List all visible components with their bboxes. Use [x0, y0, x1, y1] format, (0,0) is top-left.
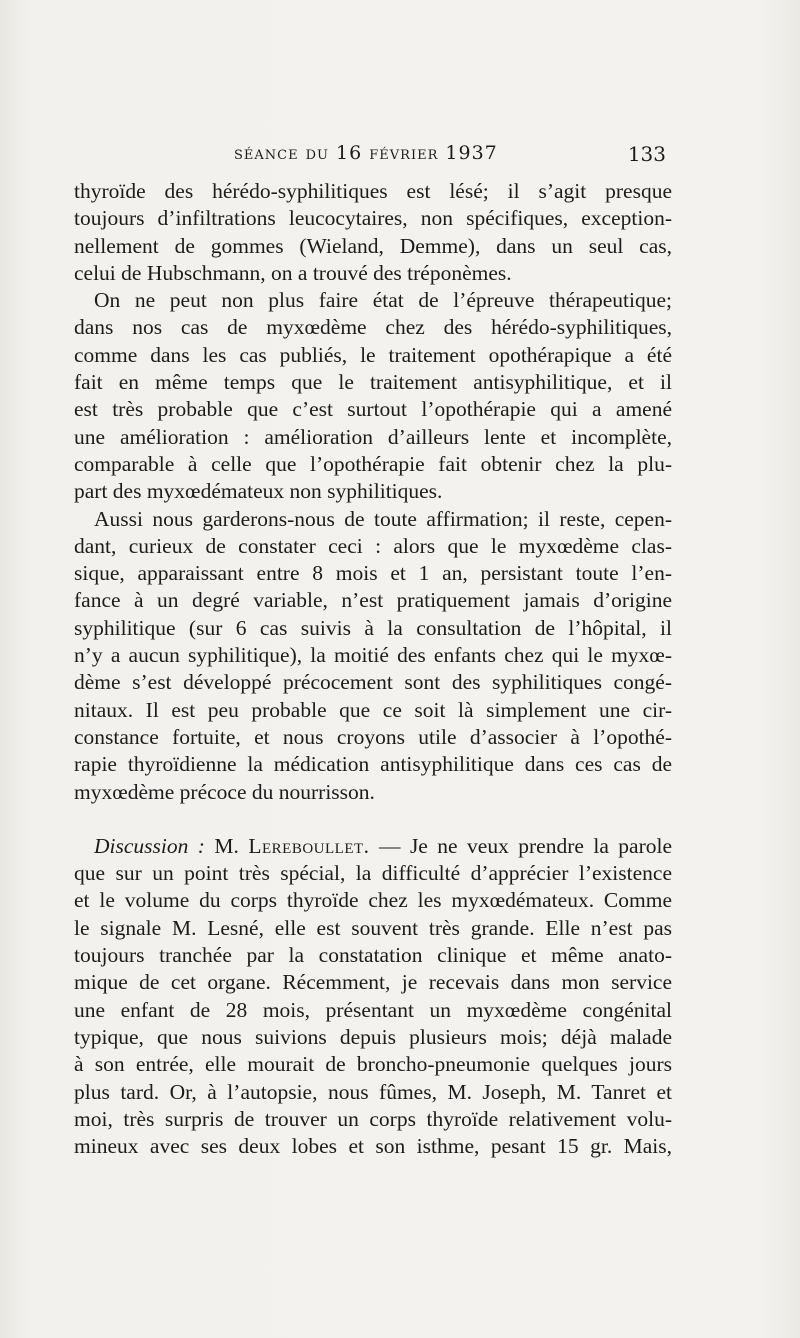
- text-line: part des myxœdémateux non syphilitiques.: [74, 479, 443, 504]
- text-line: On ne peut non plus faire état de l’épreuve thérapeutique;: [94, 288, 672, 313]
- text-line: celui de Hubschmann, on a trouvé des tréponèmes.: [74, 260, 512, 285]
- text-line: comme dans les cas publiés, le traitement opothérapique a été: [74, 342, 672, 367]
- text-line: fait en même temps que le traitement antisyphilitique, et il: [74, 370, 672, 395]
- text-line: mique de cet organe. Récemment, je recevais dans mon service: [74, 970, 672, 995]
- text-line: que sur un point très spécial, la difficulté d’apprécier l’existence: [74, 861, 672, 886]
- text-line: mineux avec ses deux lobes et son isthme, pesant 15 gr. Mais,: [74, 1134, 672, 1159]
- paragraph-spacer: [74, 806, 672, 833]
- discussion-label: Discussion :: [94, 833, 205, 858]
- text-line: Aussi nous garderons-nous de toute affirmation; il reste, cepen-: [94, 506, 672, 531]
- text-line: toujours d’infiltrations leucocytaires, non spécifiques, exception-: [74, 206, 672, 231]
- text-line: rapie thyroïdienne la médication antisyphilitique dans ces cas de: [74, 752, 672, 777]
- paragraph-1: [74, 178, 672, 287]
- text-line: dème s’est développé précocement sont des syphilitiques congé-: [74, 670, 672, 695]
- text-line: comparable à celle que l’opothérapie fait obtenir chez la plu-: [74, 451, 672, 476]
- text-line: est très probable que c’est surtout l’opothérapie qui a amené: [74, 397, 672, 422]
- text-line: à son entrée, elle mourait de broncho-pneumonie quelques jours: [74, 1052, 672, 1077]
- text-line: typique, que nous suivions depuis plusieurs mois; déjà malade: [74, 1024, 672, 1049]
- running-head-title: séance du 16 février 1937: [234, 142, 498, 164]
- text-line: le signale M. Lesné, elle est souvent très grande. Elle n’est pas: [74, 915, 672, 940]
- text-line: toujours tranchée par la constatation clinique et même anato-: [74, 943, 672, 968]
- text-line: dans nos cas de myxœdème chez des hérédo-syphilitiques,: [74, 315, 672, 340]
- body-text: [74, 178, 672, 1160]
- text-line: thyroïde des hérédo-syphilitiques est lésé; il s’agit presque: [74, 179, 672, 203]
- discussion-first-line: [74, 833, 672, 860]
- text-line: dant, curieux de constater ceci : alors que le myxœdème clas-: [74, 533, 672, 558]
- discussion-paragraph: [74, 833, 672, 1161]
- text-line: une amélioration : amélioration d’ailleurs lente et incomplète,: [74, 424, 672, 449]
- text-line: nitaux. Il est peu probable que ce soit là simplement une cir-: [74, 697, 672, 722]
- discussion-first-line-text: — Je ne veux prendre la parole: [379, 833, 673, 858]
- text-line: plus tard. Or, à l’autopsie, nous fûmes, M. Joseph, M. Tanret et: [74, 1079, 672, 1104]
- paragraph-3: [74, 506, 672, 806]
- text-line: myxœdème précoce du nourrisson.: [74, 779, 375, 804]
- running-head: [74, 142, 674, 172]
- text-line: constance fortuite, et nous croyons utile d’associer à l’opothé-: [74, 724, 672, 749]
- text-line: nellement de gommes (Wieland, Demme), dans un seul cas,: [74, 233, 672, 258]
- text-line: n’y a aucun syphilitique), la moitié des enfants chez qui le myxœ-: [74, 643, 672, 668]
- paragraph-2: [74, 287, 672, 505]
- text-line: syphilitique (sur 6 cas suivis à la consultation de l’hôpital, il: [74, 615, 672, 640]
- text-line: une enfant de 28 mois, présentant un myxœdème congénital: [74, 997, 672, 1022]
- speaker-name: Lereboullet.: [248, 833, 370, 858]
- text-line: sique, apparaissant entre 8 mois et 1 an, persistant toute l’en-: [74, 561, 672, 586]
- text-line: moi, très surpris de trouver un corps thyroïde relativement volu-: [74, 1106, 672, 1131]
- speaker-prefix: M.: [214, 833, 239, 858]
- text-line: et le volume du corps thyroïde chez les myxœdémateux. Comme: [74, 888, 672, 913]
- page-number: 133: [627, 142, 666, 166]
- text-line: fance à un degré variable, n’est pratiquement jamais d’origine: [74, 588, 672, 613]
